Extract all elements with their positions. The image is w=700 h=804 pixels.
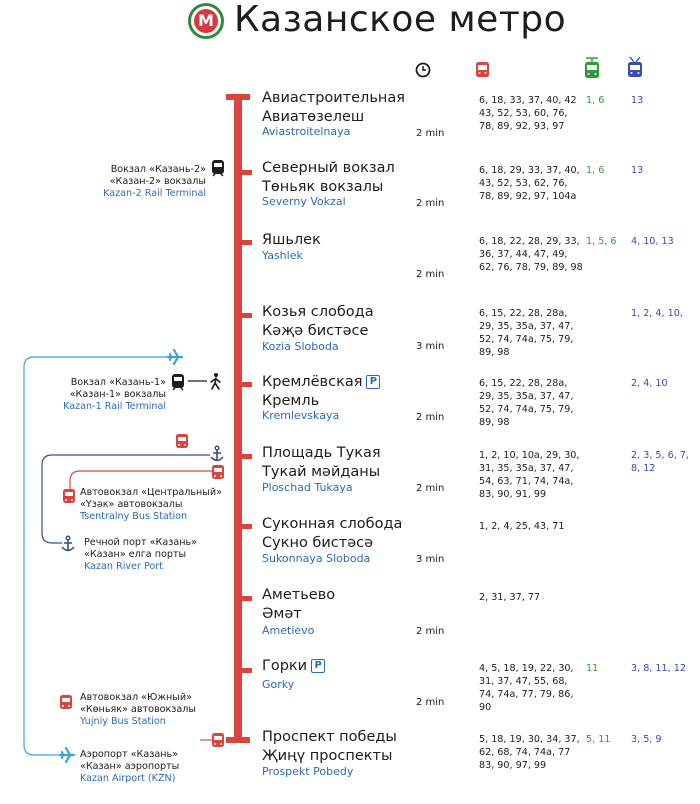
trolleybus-routes: 3, 5, 9 (631, 734, 662, 745)
page-title: Казанское метро (234, 0, 567, 40)
train-icon (212, 160, 224, 176)
station-name-ru: Яшьлек (262, 232, 321, 248)
airplane-icon (60, 748, 74, 762)
terminal-kazan2 (103, 164, 206, 200)
travel-time: 3 min (416, 341, 445, 352)
bus-routes: 1, 2, 10, 10a, 29, 30, 31, 35, 35a, 37, 47, 54, 63, 71, 74, 74a, 83, 90, 91, 99 (479, 450, 580, 500)
bus-icon (212, 733, 224, 747)
travel-time: 2 min (416, 269, 445, 280)
station-tick (242, 240, 252, 245)
station-name-tt: Кремль (262, 393, 320, 409)
train-icon (172, 374, 184, 390)
station-name-lat: Gorky (262, 678, 295, 691)
trolleybus-routes: 2, 4, 10 (631, 378, 668, 389)
bus-routes: 6, 15, 22, 28, 28a, 29, 35, 35a, 37, 47, 52, 74, 74a, 75, 79, 89, 98 (479, 308, 574, 358)
station-tick (242, 170, 252, 175)
station-name-ru-text: Горки (262, 658, 308, 674)
tram-icon (585, 58, 599, 78)
line-end-cap-bottom (226, 737, 250, 743)
bus-routes: 6, 18, 29, 33, 37, 40, 43, 52, 53, 62, 76, 78, 89, 92, 97, 104a (479, 165, 580, 202)
parking-icon: P (366, 375, 380, 389)
airplane-icon (168, 350, 182, 364)
terminal-name-tt: «Көньяк» автовокзалы (80, 704, 196, 715)
station-name-ru: Суконная слобода (262, 516, 403, 532)
trolleybus-routes: 2, 3, 5, 6, 7, 8, 12 (631, 450, 689, 474)
terminal-name-lat: Kazan-2 Rail Terminal (103, 188, 206, 199)
terminal-name-tt: «Казан» аэропорты (80, 761, 180, 772)
bus-routes: 2, 31, 37, 77 (479, 592, 541, 603)
terminal-name-tt: «Казан-2» вокзалы (109, 176, 206, 187)
tram-routes: 1, 6 (586, 165, 605, 176)
travel-time: 2 min (416, 128, 445, 139)
station-tick (242, 382, 252, 387)
station-tick (242, 313, 252, 318)
bus-icon (63, 489, 75, 503)
terminal-name-lat: Yujniy Bus Station (80, 716, 166, 727)
tram-routes: 1, 6 (586, 95, 605, 106)
trolleybus-routes: 13 (631, 95, 644, 106)
station-name-tt: Авиатөзелеш (262, 109, 365, 125)
station-tick (242, 524, 252, 529)
station-name-lat: Yashlek (262, 249, 303, 262)
metro-logo-letter: М (194, 9, 218, 33)
terminal-name-ru: Вокзал «Казань-2» (110, 164, 206, 175)
station-name-ru-text: Кремлёвская (262, 374, 363, 390)
station-name-ru (262, 656, 325, 676)
metro-line (234, 96, 242, 740)
trolleybus-icon (628, 57, 642, 77)
station-name-tt: Тукай мәйданы (262, 464, 381, 480)
bus-routes: 6, 18, 22, 28, 29, 33, 36, 37, 44, 47, 49, 62, 76, 78, 79, 89, 98 (479, 236, 583, 273)
tram-routes: 5, 11 (586, 734, 611, 745)
station-name-ru (262, 372, 380, 392)
station-tick (242, 596, 252, 601)
station-name-lat: Prospekt Pobedy (262, 765, 354, 778)
terminal-name-lat: Tsentralny Bus Station (80, 511, 188, 522)
terminal-south-bus (80, 692, 196, 728)
terminal-name-lat: Kazan Airport (KZN) (80, 773, 176, 784)
travel-time: 2 min (416, 626, 445, 637)
station-name-lat: Severny Vokzal (262, 195, 346, 208)
station-name-tt: Җиңү проспекты (262, 748, 393, 764)
bus-icon (476, 62, 489, 77)
trolleybus-routes: 13 (631, 165, 644, 176)
bus-routes: 1, 2, 4, 25, 43, 71 (479, 521, 565, 532)
terminal-river-port (84, 537, 197, 573)
terminal-central-bus (80, 487, 222, 523)
tram-routes: 1, 5, 6 (586, 236, 617, 247)
terminal-kazan1 (63, 377, 166, 413)
station-name-ru: Козья слобода (262, 304, 374, 320)
bus-icon (176, 434, 188, 448)
terminal-name-ru: Речной порт «Казань» (84, 537, 197, 548)
bus-routes: 6, 18, 33, 37, 40, 42 43, 52, 53, 60, 76, 78, 89, 92, 93, 97 (479, 95, 577, 132)
terminal-name-tt: «Казан» елга порты (84, 549, 187, 560)
station-name-ru: Аметьево (262, 587, 336, 603)
terminal-name-lat: Kazan River Port (84, 561, 163, 572)
station-name-tt: Төньяк вокзалы (262, 179, 384, 195)
station-name-tt: Әмәт (262, 606, 302, 622)
station-name-tt: Кәҗә бистәсе (262, 323, 369, 339)
station-name-lat: Ametievo (262, 624, 315, 637)
travel-time: 2 min (416, 697, 445, 708)
bus-routes: 4, 5, 18, 19, 22, 30, 31, 37, 47, 55, 68, 74, 74a, 77, 79, 86, 90 (479, 663, 574, 713)
travel-time: 2 min (416, 412, 445, 423)
terminal-name-ru: Аэропорт «Казань» (80, 749, 178, 760)
terminal-name-ru: Вокзал «Казань-1» (70, 377, 166, 388)
station-tick (242, 454, 252, 459)
travel-time: 3 min (416, 554, 445, 565)
station-tick (242, 668, 252, 673)
station-name-ru: Авиастроительная (262, 90, 405, 106)
trolleybus-routes: 1, 2, 4, 10, (631, 308, 683, 319)
station-name-lat: Ploschad Tukaya (262, 481, 353, 494)
terminal-name-ru: Автовокзал «Южный» (80, 692, 192, 703)
bus-routes: 5, 18, 19, 30, 34, 37, 62, 68, 74, 74a, 77 83, 90, 97, 99 (479, 734, 580, 771)
terminal-name-ru: Автовокзал «Центральный» (80, 487, 222, 498)
terminal-airport (80, 749, 179, 785)
station-name-lat: Kremlevskaya (262, 409, 340, 422)
station-name-lat: Aviastroitelnaya (262, 125, 351, 138)
clock-icon (417, 64, 430, 77)
tram-routes: 11 (586, 663, 599, 674)
trolleybus-routes: 4, 10, 13 (631, 236, 674, 247)
bus-icon (212, 465, 224, 479)
trolleybus-routes: 3, 8, 11, 12 (631, 663, 686, 674)
terminal-name-tt: «Үзәк» автовокзалы (80, 499, 183, 510)
station-name-tt: Сукно бистәсә (262, 535, 374, 551)
bus-routes: 6, 15, 22, 28, 28a, 29, 35, 35a, 37, 47, 52, 74, 74a, 75, 79, 89, 98 (479, 378, 574, 428)
station-name-lat: Sukonnaya Sloboda (262, 552, 371, 565)
walking-person-icon (211, 373, 220, 389)
terminal-name-tt: «Казан-1» вокзалы (69, 389, 166, 400)
station-name-ru: Проспект победы (262, 729, 397, 745)
station-name-lat: Kozia Sloboda (262, 340, 339, 353)
terminal-name-lat: Kazan-1 Rail Terminal (63, 401, 166, 412)
travel-time: 2 min (416, 483, 445, 494)
travel-time: 2 min (416, 198, 445, 209)
station-name-ru: Северный вокзал (262, 160, 395, 176)
line-end-cap-top (226, 94, 250, 100)
anchor-icon (62, 536, 74, 551)
anchor-icon (211, 446, 223, 461)
station-name-ru: Площадь Тукая (262, 445, 381, 461)
parking-icon: P (311, 659, 325, 673)
bus-icon (60, 695, 72, 709)
